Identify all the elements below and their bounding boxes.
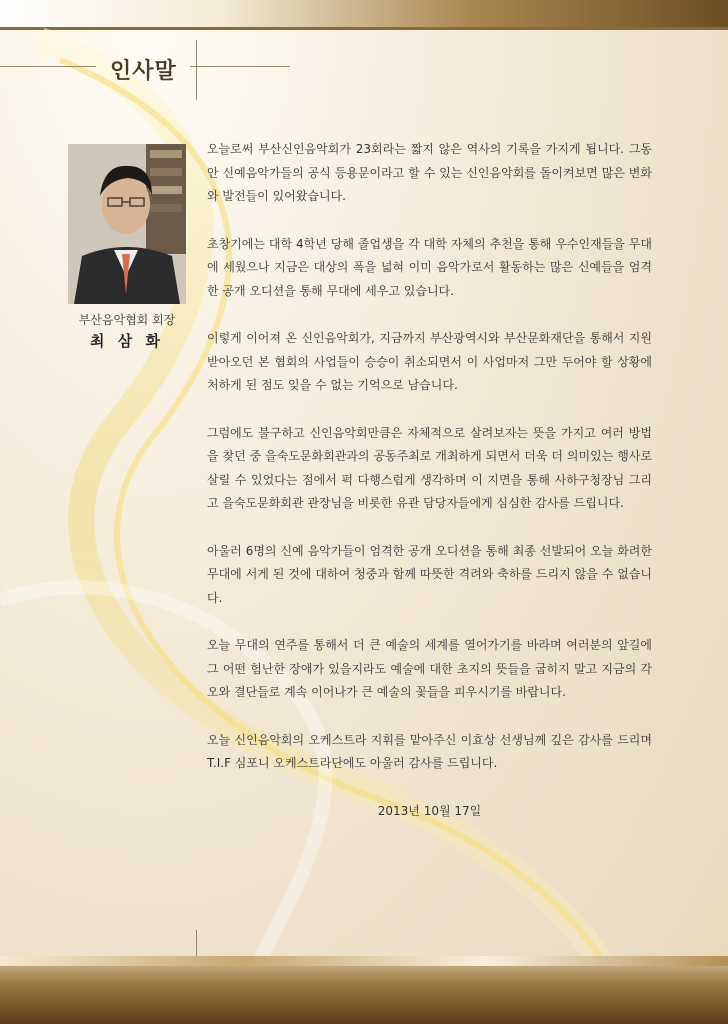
portrait-photo xyxy=(68,144,186,304)
paragraph: 오늘 무대의 연주를 통해서 더 큰 예술의 세계를 열어가기를 바라며 여러분의 앞길에 그 어떤 험난한 장애가 있을지라도 예술에 대한 초지의 뜻들을 굽히지 말고 지금의 각오와 결단들로 계속 이어나가 큰 예술의 꽃들을 피우시기를 바랍니다. xyxy=(207,638,652,699)
page-title: 인사말 xyxy=(110,59,177,84)
title-rule-left xyxy=(0,66,96,67)
paragraph: 초창기에는 대학 4학년 당해 졸업생을 각 대학 자체의 추천을 통해 우수인재들을 무대에 세웠으나 지금은 대상의 폭을 넓혀 이미 음악가로서 활동하는 많은 신예들을 엄격한 공개 오디션을 통해 무대에 세우고 있습니다. xyxy=(207,236,652,298)
president-name: 최 삼 화 xyxy=(90,332,164,350)
paragraph: 오늘 신인음악회의 오케스트라 지휘를 맡아주신 이효상 선생님께 깊은 감사를 드리며 T.I.F 심포니 오케스트라단에도 아울러 감사를 드립니다. xyxy=(207,732,652,770)
paragraph: 오늘로써 부산신인음악회가 23회라는 짧지 않은 역사의 기록을 가지게 됩니다. 그동안 신예음악가들의 공식 등용문이라고 할 수 있는 신인음악회를 돌이켜보면 많은 변화와 발전들이 있어왔습니다. xyxy=(207,142,652,203)
title-rule-vertical xyxy=(196,40,197,100)
title-rule-right xyxy=(190,66,290,67)
date-line: 2013년 10월 17일 xyxy=(377,803,482,818)
president-role: 부산음악협회 회장 xyxy=(78,313,176,327)
greeting-text xyxy=(207,138,652,823)
bottom-decorative-band xyxy=(0,956,728,1024)
paragraph: 그럼에도 불구하고 신인음악회만큼은 자체적으로 살려보자는 뜻을 가지고 여러 방법을 찾던 중 을숙도문화회관과의 공동주최로 개최하게 되면서 더욱 더 의미있는 행사로 살릴 수 있었다는 점에서 퍽 다행스럽게 생각하며 이 지면을 통해 사하구청장님 그리고 을숙도문화회관 관장님을 비롯한 유관 담당자들에게 심심한 감사를 드립니다. xyxy=(207,425,652,510)
paragraph: 이렇게 이어져 온 신인음악회가, 지금까지 부산광역시와 부산문화재단을 통해서 지원받아오던 본 협회의 사업들이 승승이 취소되면서 이 사업마저 그만 두어야 할 상황에 처하게 된 점도 잊을 수 없는 기억으로 남습니다. xyxy=(207,331,652,392)
paragraph: 아울러 6명의 신예 음악가들이 엄격한 공개 오디션을 통해 최종 선발되어 오늘 화려한 무대에 서게 된 것에 대하여 청중과 함께 따뜻한 격려와 축하를 드리지 않을 수 없습니다. xyxy=(207,543,652,605)
